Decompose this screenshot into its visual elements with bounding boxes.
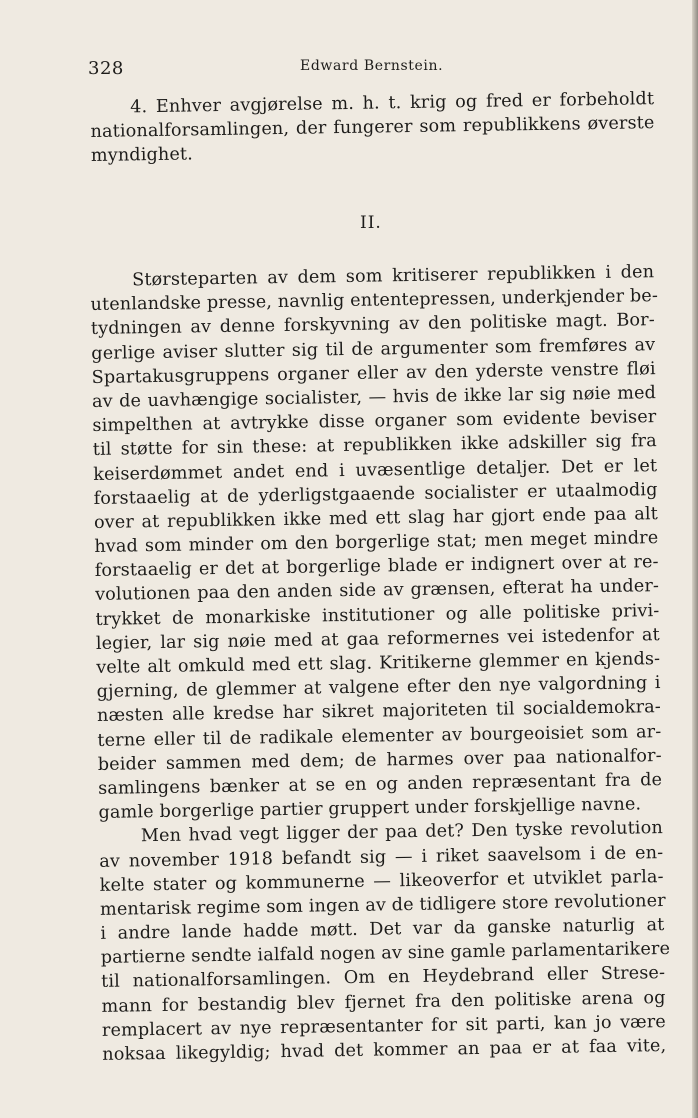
text-line: mann for bestandig blev fjernet fra den politiske arena og [101,987,666,1017]
text-line: forstaaelig at de yderligstgaaende socialister er utaalmodig [93,479,658,509]
text-line: nationalforsamlingen, der fungerer som republikkens øverste [90,113,655,143]
text-line: tydningen av denne forskyvning av den politiske magt. Bor- [90,310,656,340]
section-heading: II. [360,213,382,233]
text-line: remplacert av nye repræsentanter for sit parti, kan jo være [101,1011,667,1041]
text-line: partierne sendte ialfald nogen av sine gamle parlamentarikere [100,939,671,969]
text-line: simpelthen at avtrykke disse organer som evidente beviser [92,407,657,437]
text-line: myndighet. [90,144,194,167]
page-edge-shadow [692,0,698,1118]
text-line: i andre lande hadde møtt. Det var da ganske naturlig at [100,915,665,944]
text-line: gjerning, de glemmer at valgene efter den nye valgordning i [96,673,661,703]
page-header [88,56,654,82]
text-line: legier, lar sig nøie med at gaa reformernes vei istedenfor at [95,624,660,654]
main-body-text [90,260,671,1067]
text-line: gerlige aviser slutter sig til de argumenter som fremføres av [91,334,656,364]
text-line: Spartakusgruppens organer eller av den yderste venstre fløi [91,358,656,388]
text-line: Men hvad vegt ligger der paa det? Den tyske revolution [140,818,664,847]
text-line: samlingens bænker at se en og anden repræsentant fra de [98,770,663,799]
text-line: over at republikken ikke med ett slag har gjort ende paa alt [93,503,659,533]
running-head: Edward Bernstein. [300,58,444,74]
page-number: 328 [88,58,124,79]
text-line: kelte stater og kommunerne — likeoverfor et utviklet parla- [99,866,664,896]
text-line: til støtte for sin these: at republikken ikke adskiller sig fra [92,431,657,461]
text-line: 4. Enhver avgjørelse m. h. t. krig og fred er forbeholdt [130,89,655,118]
text-line: terne eller til de radikale elementer av bourgeoisiet som ar- [97,721,662,751]
text-line: næsten alle kredse har sikret majoriteten til socialdemokra- [96,697,662,727]
text-line: trykket de monarkiske institutioner og alle politiske privi- [95,600,660,630]
text-line: gamle borgerlige partier gruppert under forskjellige navne. [98,794,642,824]
text-line: noksaa likegyldig; hvad det kommer an paa er at faa vite, [102,1036,667,1065]
text-line: av november 1918 befandt sig — i riket saavelsom i de en- [99,842,664,872]
text-line: velte alt omkuld med ett slag. Kritikerne glemmer en kjends- [96,649,661,678]
text-line: utenlandske presse, navnlig ententepressen, underkjender be- [90,286,659,316]
text-line: keiserdømmet andet end i uvæsentlige detaljer. Det er let [93,455,658,485]
text-line: volutionen paa den anden side av grænsen, efterat ha under- [94,576,660,606]
text-line: hvad som minder om den borgerlige stat; men meget mindre [94,528,659,558]
text-line: beider sammen med dem; de harmes over paa nationalfor- [97,745,662,775]
text-line: Størsteparten av dem som kritiserer republikken i den [132,262,655,291]
text-line: mentarisk regime som ingen av de tidligere store revolutioner [99,890,666,920]
paragraph-top [90,87,655,168]
text-line: av de uavhængige socialister, — hvis de ikke lar sig nøie med [91,383,657,412]
text-line: forstaaelig er det at borgerlige blade er indignert over at re- [94,552,659,582]
text-line: til nationalforsamlingen. Om en Heydebrand eller Strese- [101,963,666,993]
